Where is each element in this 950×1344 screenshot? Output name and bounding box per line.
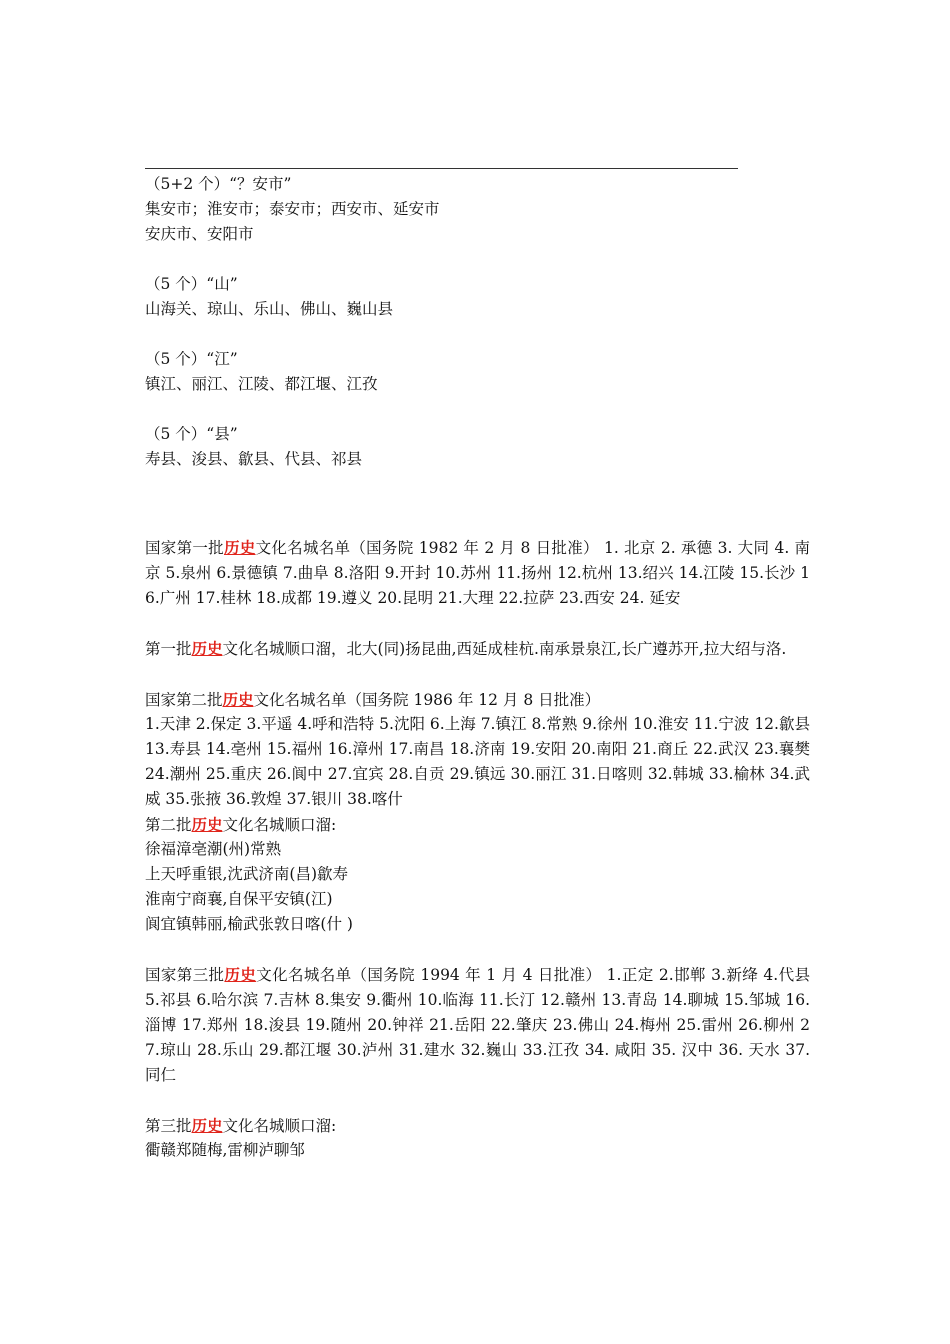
group-heading: （5 个）“县” <box>145 425 238 443</box>
group-heading: （5 个）“江” <box>145 350 238 368</box>
keyword-history[interactable]: 历史 <box>224 965 257 984</box>
group-xian <box>145 422 810 472</box>
batch2-list-title: 国家第二批历史文化名城名单（国务院 1986 年 12 月 8 日批准） <box>145 690 601 709</box>
group-line: 寿县、浚县、歙县、代县、祁县 <box>145 450 363 468</box>
batch1-rhyme: 第一批历史文化名城顺口溜，北大(同)扬昆曲,西延成桂杭.南承景泉江,长广遵苏开,拉大绍与洛. <box>145 639 787 658</box>
rhyme-line: 衢赣郑随梅,雷柳泸聊邹 <box>145 1141 305 1159</box>
rhyme-line: 上天呼重银,沈武济南(昌)歙寿 <box>145 865 349 883</box>
rhyme-line: 徐福漳亳潮(州)常熟 <box>145 840 282 858</box>
batch2-rhyme-title: 第二批历史文化名城顺口溜: <box>145 815 337 834</box>
rhyme-line: 阆宜镇韩丽,榆武张敦日喀(什 ) <box>145 915 353 933</box>
keyword-history[interactable]: 历史 <box>191 815 223 834</box>
group-line: 镇江、丽江、江陵、都江堰、江孜 <box>145 375 378 393</box>
keyword-history[interactable]: 历史 <box>191 639 223 658</box>
batch3-rhyme-title: 第三批历史文化名城顺口溜: <box>145 1116 337 1135</box>
group-heading: （5 个）“山” <box>145 275 238 293</box>
group-line: 安庆市、安阳市 <box>145 225 254 243</box>
keyword-history[interactable]: 历史 <box>223 538 256 557</box>
group-line: 集安市；淮安市；泰安市；西安市、延安市 <box>145 200 440 218</box>
rhyme-line: 淮南宁商襄,自保平安镇(江) <box>145 890 333 908</box>
keyword-history[interactable]: 历史 <box>191 1116 223 1135</box>
group-heading: （5+2 个）“？安市” <box>145 175 292 193</box>
group-shan <box>145 272 810 322</box>
batch1-list: 国家第一批历史文化名城名单（国务院 1982 年 2 月 8 日批准） 1. 北京 2. 承德 3. 大同 4. 南京 5.泉州 6.景德镇 7.曲阜 8.洛阳 9.开封 10.苏州 11.扬州 12.杭州 13.绍兴 14.江陵 15.长沙 16.广州 17.桂林 18.成都 19.遵义 20.昆明 21.大理 22.拉萨 23.西安 24. 延安 <box>145 538 810 607</box>
batch2-list: 1.天津 2.保定 3.平遥 4.呼和浩特 5.沈阳 6.上海 7.镇江 8.常熟 9.徐州 10.淮安 11.宁波 12.歙县 13.寿县 14.亳州 15.福州 16.漳州 17.南昌 18.济南 19.安阳 20.南阳 21.商丘 22.武汉 23.襄樊 24.潮州 25.重庆 26.阆中 27.宜宾 28.自贡 29.镇远 30.丽江 31.日喀则 32.韩城 33.榆林 34.武威 35.张掖 36.敦煌 37.银川 38.喀什 <box>145 715 810 808</box>
group-jiang <box>145 347 810 397</box>
document-body <box>145 172 810 1163</box>
batch3-list: 国家第三批历史文化名城名单（国务院 1994 年 1 月 4 日批准） 1.正定 2.邯郸 3.新绛 4.代县 5.祁县 6.哈尔滨 7.吉林 8.集安 9.衢州 10.临海 11.长汀 12.赣州 13.青岛 14.聊城 15.邹城 16.淄博 17.郑州 18.浚县 19.随州 20.钟祥 21.岳阳 22.肇庆 23.佛山 24.梅州 25.雷州 26.柳州 27.琼山 28.乐山 29.都江堰 30.泸州 31.建水 32.巍山 33.江孜 34. 咸阳 35. 汉中 36. 天水 37. 同仁 <box>145 965 810 1084</box>
group-line: 山海关、琼山、乐山、佛山、巍山县 <box>145 300 394 318</box>
group-an-cities <box>145 172 810 247</box>
keyword-history[interactable]: 历史 <box>222 690 254 709</box>
header-rule <box>145 168 738 169</box>
